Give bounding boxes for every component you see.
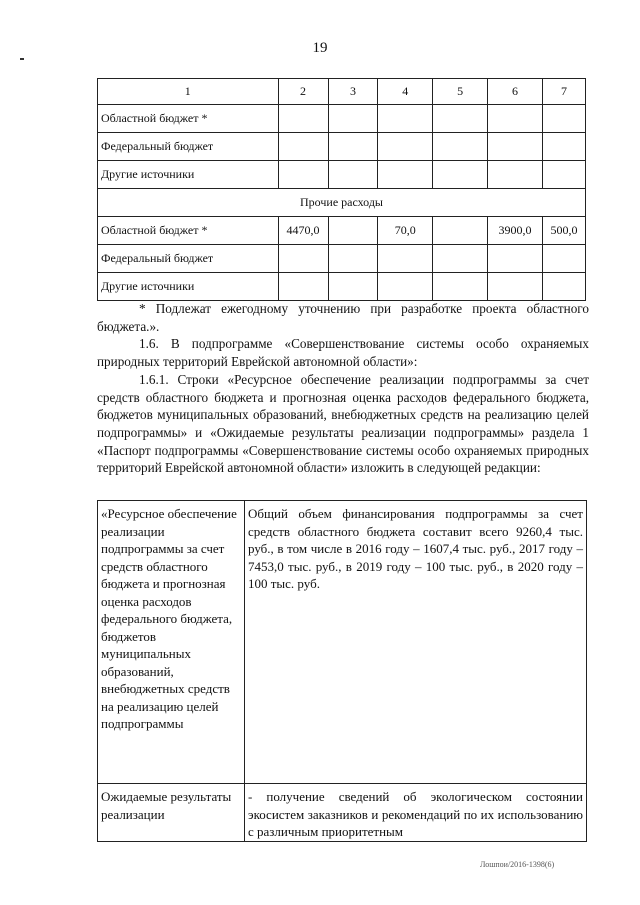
- table-row: [98, 133, 586, 161]
- row-label-cell: Федеральный бюджет: [98, 133, 279, 161]
- table-cell: [328, 217, 378, 245]
- resource-label-cell: «Ресурсное обеспечение реализации подпрограммы за счет средств областного бюджета и прогнозная оценка расходов федерального бюджета, бюджетов муниципальных образований, внебюджетных средств на реализацию целей подпрограммы: [98, 501, 245, 784]
- table-row: [98, 161, 586, 189]
- table-row: [98, 245, 586, 273]
- resource-value-cell: Общий объем финансирования подпрограммы за счет средств областного бюджета составит всего 9260,4 тыс. руб., в том числе в 2016 году – 1607,4 тыс. руб., 2017 году – 7453,0 тыс. руб., в 2019 году – 100 тыс. руб., в 2020 году – 100 тыс. руб.: [245, 501, 587, 784]
- table-cell: 4470,0: [278, 217, 328, 245]
- results-row: [98, 784, 587, 842]
- table-cell: 2: [278, 79, 328, 105]
- table-cell: [542, 245, 585, 273]
- section-1-6-paragraph: 1.6. В подпрограмме «Совершенствование системы особо охраняемых природных территорий Еврейской автономной области»:: [97, 336, 589, 370]
- table-cell: 5: [433, 79, 488, 105]
- table-row: [98, 105, 586, 133]
- results-value-cell: - получение сведений об экологическом состоянии экосистем заказников и рекомендаций по их использованию с различным приоритетным: [245, 784, 587, 842]
- results-label-cell: Ожидаемые результаты реализации: [98, 784, 245, 842]
- table-cell: [433, 273, 488, 301]
- table-cell: [488, 273, 543, 301]
- header-row: [98, 79, 586, 105]
- table-cell: [328, 105, 378, 133]
- row-label-cell: Другие источники: [98, 161, 279, 189]
- table-cell: [433, 161, 488, 189]
- footnote-paragraph: * Подлежат ежегодному уточнению при разработке проекта областного бюджета.».: [97, 301, 589, 334]
- table-cell: [433, 217, 488, 245]
- table-cell: [542, 273, 585, 301]
- table-cell: [488, 245, 543, 273]
- table-cell: [328, 133, 378, 161]
- table-cell: [378, 273, 433, 301]
- table-cell: [278, 161, 328, 189]
- section-1-6-1-paragraph: 1.6.1. Строки «Ресурсное обеспечение реализации подпрограммы за счет средств областного бюджета и прогнозная оценка расходов федерального бюджета, бюджетов муниципальных образований, внебюджетных средств на реализацию целей подпрограммы» и «Ожидаемые результаты реализации подпрограммы» раздела 1 «Паспорт подпрограммы «Совершенствование системы особо охраняемых природных территорий Еврейской автономной области» изложить в следующей редакции:: [97, 371, 589, 476]
- table-cell: [278, 273, 328, 301]
- table-cell: [378, 245, 433, 273]
- page-number: 19: [312, 40, 328, 56]
- table-cell: [433, 133, 488, 161]
- table-cell: 4: [378, 79, 433, 105]
- table-cell: 500,0: [542, 217, 585, 245]
- table-cell: [433, 245, 488, 273]
- table-cell: 3900,0: [488, 217, 543, 245]
- table-cell: [488, 161, 543, 189]
- table-cell: [542, 105, 585, 133]
- table-cell: 3: [328, 79, 378, 105]
- table-cell: [278, 133, 328, 161]
- row-label-cell: Областной бюджет *: [98, 217, 279, 245]
- table-cell: [488, 133, 543, 161]
- table-cell: 70,0: [378, 217, 433, 245]
- passport-table: [97, 500, 587, 842]
- table-cell: 7: [542, 79, 585, 105]
- table-cell: [278, 105, 328, 133]
- table-cell: [278, 245, 328, 273]
- table-cell: [378, 105, 433, 133]
- margin-mark: [20, 58, 24, 60]
- table-cell: 6: [488, 79, 543, 105]
- table-cell: [378, 133, 433, 161]
- row-label-cell: Федеральный бюджет: [98, 245, 279, 273]
- table-cell: [378, 161, 433, 189]
- table-row: [98, 217, 586, 245]
- section-title-cell: Прочие расходы: [98, 189, 586, 217]
- table-row: [98, 273, 586, 301]
- funding-table: [97, 78, 586, 301]
- table-cell: [488, 105, 543, 133]
- row-label-cell: Областной бюджет *: [98, 105, 279, 133]
- table-cell: [328, 273, 378, 301]
- resource-row: [98, 501, 587, 784]
- table-cell: [542, 161, 585, 189]
- table-cell: [542, 133, 585, 161]
- table-cell: [328, 245, 378, 273]
- table-cell: [433, 105, 488, 133]
- row-label-cell: Другие источники: [98, 273, 279, 301]
- table-cell: [328, 161, 378, 189]
- section-row: [98, 189, 586, 217]
- table-cell: 1: [98, 79, 279, 105]
- document-code: Лошпои/2016-1398(6): [480, 860, 555, 869]
